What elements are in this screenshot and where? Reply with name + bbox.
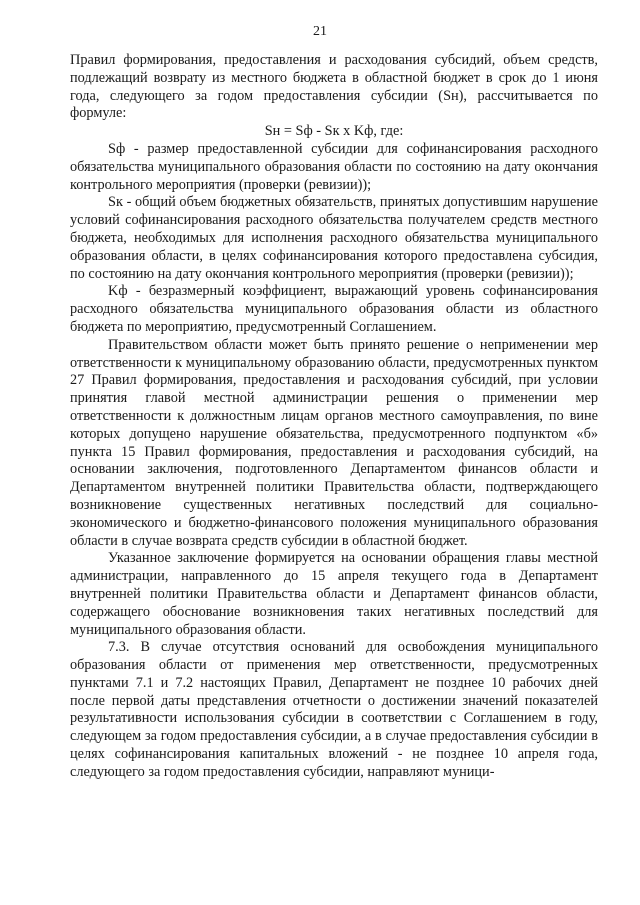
paragraph-kf-definition: Kф - безразмерный коэффициент, выражающий уровень софинансирования расходного обязательства муниципального образования области из областного бюджета по мероприятию, предусмотренный Соглашением. [70, 283, 598, 335]
paragraph-government-decision: Правительством области может быть принято решение о неприменении мер ответственности к муниципальному образованию области, предусмотренных пунктом 27 Правил формирования, предоставления и расходования субсидий, при условии принятия главой местной администрации решения о применении мер ответственности к должностным лицам органов местного самоуправления, по вине которых допущено нарушение обязательства, предусмотренного подпунктом «б» пункта 15 Правил формирования, предоставления и расходования субсидий, на основании заключения, подготовленного Департаментом финансов области и Департаментом внутренней политики Правительства области, подтверждающего возникновение существенных негативных последствий для социально-экономического и бюджетно-финансового положения муниципального образования области в случае возврата средств субсидии в областной бюджет. [70, 336, 598, 549]
document-body [70, 52, 598, 782]
page-number: 21 [313, 24, 327, 39]
paragraph-continuation: Правил формирования, предоставления и расходования субсидий, объем средств, подлежащий возврату из местного бюджета в областной бюджет в срок до 1 июня года, следующего за годом предоставления субсидии (Sн), рассчитывается по формуле: [70, 52, 598, 122]
formula: Sн = Sф - Sк x Kф, где: [264, 123, 404, 140]
paragraph-sk-definition: Sк - общий объем бюджетных обязательств, принятых допустившим нарушение условий софинансирования расходного обязательства получателем средств местного бюджета, необходимых для исполнения расходного обязательства муниципального образования области, в целях софинансирования которого предоставлена субсидия, по состоянию на дату окончания контрольного мероприятия (проверки (ревизии)); [70, 194, 598, 282]
paragraph-7-3: 7.3. В случае отсутствия оснований для освобождения муниципального образования области от применения мер ответственности, предусмотренных пунктами 7.1 и 7.2 настоящих Правил, Департамент не позднее 10 рабочих дней после первой даты представления отчетности о достижении значений показателей результативности использования субсидии в соответствии с Соглашением в году, следующем за годом предоставления субсидии, а в случае предоставления субсидии в целях софинансирования капитальных вложений - не позднее 10 апреля года, следующего за годом предоставления субсидии, направляют муници- [70, 639, 598, 780]
paragraph-conclusion: Указанное заключение формируется на основании обращения главы местной администрации, направленного до 15 апреля текущего года в Департамент внутренней политики Правительства области и Департамент финансов области, содержащего обоснование возникновения таких негативных последствий для муниципального образования области. [70, 550, 598, 638]
paragraph-sf-definition: Sф - размер предоставленной субсидии для софинансирования расходного обязательства муниципального образования области по состоянию на дату окончания контрольного мероприятия (проверки (ревизии)); [70, 140, 598, 193]
